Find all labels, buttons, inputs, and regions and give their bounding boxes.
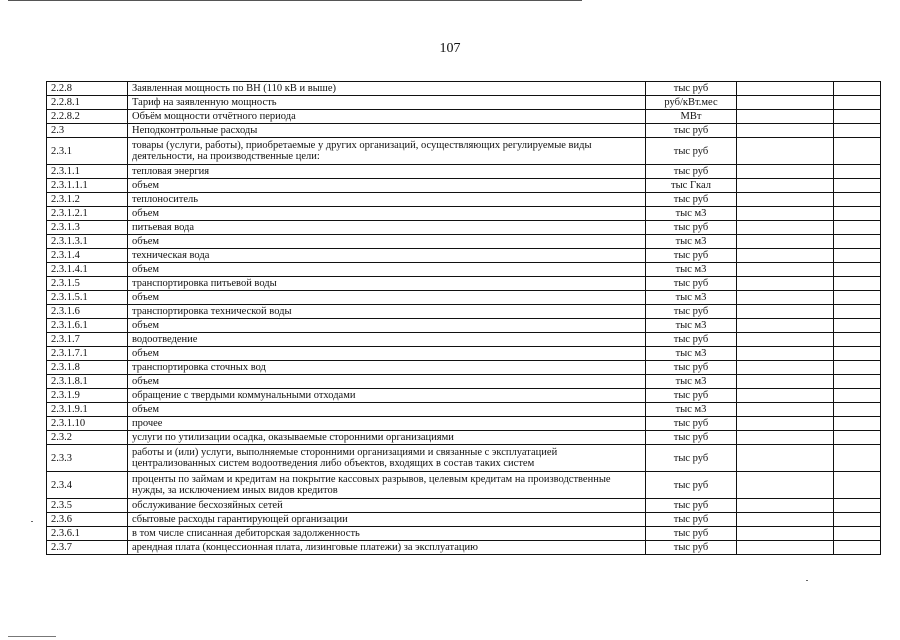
row-extra-cell	[834, 221, 881, 235]
row-name-cell: объем	[128, 207, 646, 221]
row-name-cell: объем	[128, 291, 646, 305]
table-row	[47, 179, 881, 193]
row-name-cell: сбытовые расходы гарантирующей организации	[128, 513, 646, 527]
row-unit-cell: тыс руб	[646, 431, 737, 445]
row-extra-cell	[834, 513, 881, 527]
row-unit-cell: тыс руб	[646, 445, 737, 472]
row-extra-cell	[834, 124, 881, 138]
table-row	[47, 333, 881, 347]
row-unit-cell: тыс руб	[646, 165, 737, 179]
table-row	[47, 445, 881, 472]
row-extra-cell	[834, 417, 881, 431]
table-row	[47, 403, 881, 417]
row-unit-cell: тыс руб	[646, 389, 737, 403]
row-code-cell: 2.2.8.1	[47, 96, 128, 110]
row-value-cell	[737, 375, 834, 389]
row-value-cell	[737, 513, 834, 527]
row-code-cell: 2.3.6.1	[47, 527, 128, 541]
row-extra-cell	[834, 375, 881, 389]
scan-speck	[31, 521, 33, 522]
row-unit-cell: тыс руб	[646, 193, 737, 207]
table-row	[47, 417, 881, 431]
table-row	[47, 389, 881, 403]
row-unit-cell: тыс м3	[646, 207, 737, 221]
row-value-cell	[737, 110, 834, 124]
table-row	[47, 541, 881, 555]
row-unit-cell: тыс м3	[646, 319, 737, 333]
row-extra-cell	[834, 249, 881, 263]
row-value-cell	[737, 361, 834, 375]
row-name-cell: теплоноситель	[128, 193, 646, 207]
row-value-cell	[737, 347, 834, 361]
table-row	[47, 499, 881, 513]
row-extra-cell	[834, 96, 881, 110]
row-unit-cell: тыс руб	[646, 221, 737, 235]
row-code-cell: 2.3.6	[47, 513, 128, 527]
row-extra-cell	[834, 361, 881, 375]
table-row	[47, 305, 881, 319]
row-code-cell: 2.3.1.10	[47, 417, 128, 431]
row-extra-cell	[834, 110, 881, 124]
row-extra-cell	[834, 389, 881, 403]
row-name-cell: Заявленная мощность по ВН (110 кВ и выше)	[128, 82, 646, 96]
row-code-cell: 2.3.1.4.1	[47, 263, 128, 277]
row-name-cell: техническая вода	[128, 249, 646, 263]
row-value-cell	[737, 96, 834, 110]
row-code-cell: 2.3.1.3	[47, 221, 128, 235]
table-row	[47, 527, 881, 541]
row-code-cell: 2.3.1.1.1	[47, 179, 128, 193]
table-row	[47, 221, 881, 235]
row-unit-cell: тыс руб	[646, 124, 737, 138]
row-extra-cell	[834, 333, 881, 347]
row-value-cell	[737, 277, 834, 291]
row-name-cell: Неподконтрольные расходы	[128, 124, 646, 138]
row-unit-cell: тыс руб	[646, 82, 737, 96]
row-extra-cell	[834, 82, 881, 96]
row-unit-cell: тыс руб	[646, 361, 737, 375]
row-value-cell	[737, 389, 834, 403]
row-code-cell: 2.3.1.9.1	[47, 403, 128, 417]
row-name-cell: товары (услуги, работы), приобретаемые у других организаций, осуществляющих регулируемые виды деятельности, на производственные цели:	[128, 138, 646, 165]
row-code-cell: 2.3.1.1	[47, 165, 128, 179]
row-value-cell	[737, 499, 834, 513]
row-unit-cell: тыс руб	[646, 499, 737, 513]
table-row	[47, 193, 881, 207]
row-value-cell	[737, 403, 834, 417]
row-extra-cell	[834, 193, 881, 207]
row-name-cell: объем	[128, 347, 646, 361]
table-row	[47, 207, 881, 221]
table-row	[47, 124, 881, 138]
row-code-cell: 2.3.1.9	[47, 389, 128, 403]
row-name-cell: работы и (или) услуги, выполняемые сторонними организациями и связанные с эксплуатацией централизованных систем водоотведения либо объектов, входящих в состав таких систем	[128, 445, 646, 472]
table-row	[47, 291, 881, 305]
row-unit-cell: МВт	[646, 110, 737, 124]
row-extra-cell	[834, 541, 881, 555]
row-code-cell: 2.3.4	[47, 472, 128, 499]
row-name-cell: объем	[128, 179, 646, 193]
row-extra-cell	[834, 165, 881, 179]
row-unit-cell: тыс руб	[646, 527, 737, 541]
row-code-cell: 2.3.1.2	[47, 193, 128, 207]
row-code-cell: 2.3.5	[47, 499, 128, 513]
tariff-table	[46, 81, 881, 555]
table-row	[47, 235, 881, 249]
row-value-cell	[737, 305, 834, 319]
row-code-cell: 2.3.1.7	[47, 333, 128, 347]
table-body	[47, 82, 881, 555]
row-code-cell: 2.3.3	[47, 445, 128, 472]
row-name-cell: водоотведение	[128, 333, 646, 347]
row-unit-cell: тыс м3	[646, 235, 737, 249]
row-code-cell: 2.3.1.6	[47, 305, 128, 319]
row-extra-cell	[834, 499, 881, 513]
table-row	[47, 513, 881, 527]
row-extra-cell	[834, 347, 881, 361]
row-name-cell: прочее	[128, 417, 646, 431]
table-row	[47, 263, 881, 277]
row-code-cell: 2.3.1	[47, 138, 128, 165]
row-code-cell: 2.3.7	[47, 541, 128, 555]
row-value-cell	[737, 527, 834, 541]
row-value-cell	[737, 263, 834, 277]
row-unit-cell: тыс руб	[646, 277, 737, 291]
row-extra-cell	[834, 431, 881, 445]
row-unit-cell: руб/кВт.мес	[646, 96, 737, 110]
row-extra-cell	[834, 179, 881, 193]
row-unit-cell: тыс руб	[646, 472, 737, 499]
row-unit-cell: тыс руб	[646, 333, 737, 347]
row-value-cell	[737, 207, 834, 221]
row-unit-cell: тыс м3	[646, 291, 737, 305]
table-row	[47, 249, 881, 263]
row-unit-cell: тыс м3	[646, 263, 737, 277]
row-extra-cell	[834, 235, 881, 249]
row-unit-cell: тыс руб	[646, 305, 737, 319]
table-row	[47, 472, 881, 499]
table-row	[47, 96, 881, 110]
row-name-cell: в том числе списанная дебиторская задолженность	[128, 527, 646, 541]
row-value-cell	[737, 417, 834, 431]
table-row	[47, 82, 881, 96]
row-extra-cell	[834, 277, 881, 291]
row-value-cell	[737, 333, 834, 347]
row-unit-cell: тыс руб	[646, 138, 737, 165]
row-value-cell	[737, 221, 834, 235]
row-code-cell: 2.3.2	[47, 431, 128, 445]
page-number: 107	[439, 41, 461, 56]
row-value-cell	[737, 124, 834, 138]
row-name-cell: транспортировка питьевой воды	[128, 277, 646, 291]
row-extra-cell	[834, 403, 881, 417]
row-name-cell: объем	[128, 263, 646, 277]
row-value-cell	[737, 165, 834, 179]
row-code-cell: 2.2.8.2	[47, 110, 128, 124]
row-name-cell: транспортировка сточных вод	[128, 361, 646, 375]
row-extra-cell	[834, 263, 881, 277]
row-name-cell: Тариф на заявленную мощность	[128, 96, 646, 110]
row-code-cell: 2.3.1.3.1	[47, 235, 128, 249]
row-extra-cell	[834, 445, 881, 472]
row-extra-cell	[834, 319, 881, 333]
row-extra-cell	[834, 138, 881, 165]
table-row	[47, 165, 881, 179]
table-row	[47, 375, 881, 389]
row-value-cell	[737, 179, 834, 193]
row-code-cell: 2.3.1.5	[47, 277, 128, 291]
row-name-cell: объем	[128, 375, 646, 389]
table-row	[47, 361, 881, 375]
row-name-cell: проценты по займам и кредитам на покрытие кассовых разрывов, целевым кредитам на производственные нужды, за исключением иных видов кредитов	[128, 472, 646, 499]
row-name-cell: объем	[128, 319, 646, 333]
row-code-cell: 2.3	[47, 124, 128, 138]
row-unit-cell: тыс руб	[646, 541, 737, 555]
row-code-cell: 2.3.1.4	[47, 249, 128, 263]
row-code-cell: 2.3.1.8.1	[47, 375, 128, 389]
row-value-cell	[737, 431, 834, 445]
top-border-line	[8, 0, 582, 1]
row-value-cell	[737, 235, 834, 249]
row-extra-cell	[834, 527, 881, 541]
row-value-cell	[737, 193, 834, 207]
row-name-cell: питьевая вода	[128, 221, 646, 235]
row-name-cell: тепловая энергия	[128, 165, 646, 179]
table-row	[47, 431, 881, 445]
row-code-cell: 2.2.8	[47, 82, 128, 96]
row-value-cell	[737, 249, 834, 263]
row-code-cell: 2.3.1.2.1	[47, 207, 128, 221]
row-extra-cell	[834, 291, 881, 305]
scan-speck	[806, 580, 808, 581]
table-row	[47, 319, 881, 333]
row-unit-cell: тыс м3	[646, 403, 737, 417]
bottom-border-line	[8, 636, 56, 637]
row-name-cell: услуги по утилизации осадка, оказываемые сторонними организациями	[128, 431, 646, 445]
row-extra-cell	[834, 472, 881, 499]
row-code-cell: 2.3.1.6.1	[47, 319, 128, 333]
row-value-cell	[737, 472, 834, 499]
row-code-cell: 2.3.1.8	[47, 361, 128, 375]
table-row	[47, 138, 881, 165]
row-name-cell: Объём мощности отчётного периода	[128, 110, 646, 124]
row-code-cell: 2.3.1.7.1	[47, 347, 128, 361]
table-row	[47, 277, 881, 291]
row-value-cell	[737, 319, 834, 333]
row-code-cell: 2.3.1.5.1	[47, 291, 128, 305]
row-unit-cell: тыс Гкал	[646, 179, 737, 193]
row-name-cell: арендная плата (концессионная плата, лизинговые платежи) за эксплуатацию	[128, 541, 646, 555]
row-extra-cell	[834, 207, 881, 221]
row-unit-cell: тыс м3	[646, 375, 737, 389]
row-name-cell: обслуживание бесхозяйных сетей	[128, 499, 646, 513]
row-name-cell: объем	[128, 235, 646, 249]
table-row	[47, 347, 881, 361]
row-name-cell: обращение с твердыми коммунальными отходами	[128, 389, 646, 403]
row-value-cell	[737, 541, 834, 555]
row-name-cell: транспортировка технической воды	[128, 305, 646, 319]
row-extra-cell	[834, 305, 881, 319]
row-unit-cell: тыс руб	[646, 417, 737, 431]
row-value-cell	[737, 138, 834, 165]
table-row	[47, 110, 881, 124]
row-name-cell: объем	[128, 403, 646, 417]
row-unit-cell: тыс м3	[646, 347, 737, 361]
row-unit-cell: тыс руб	[646, 249, 737, 263]
row-value-cell	[737, 82, 834, 96]
row-unit-cell: тыс руб	[646, 513, 737, 527]
row-value-cell	[737, 445, 834, 472]
row-value-cell	[737, 291, 834, 305]
